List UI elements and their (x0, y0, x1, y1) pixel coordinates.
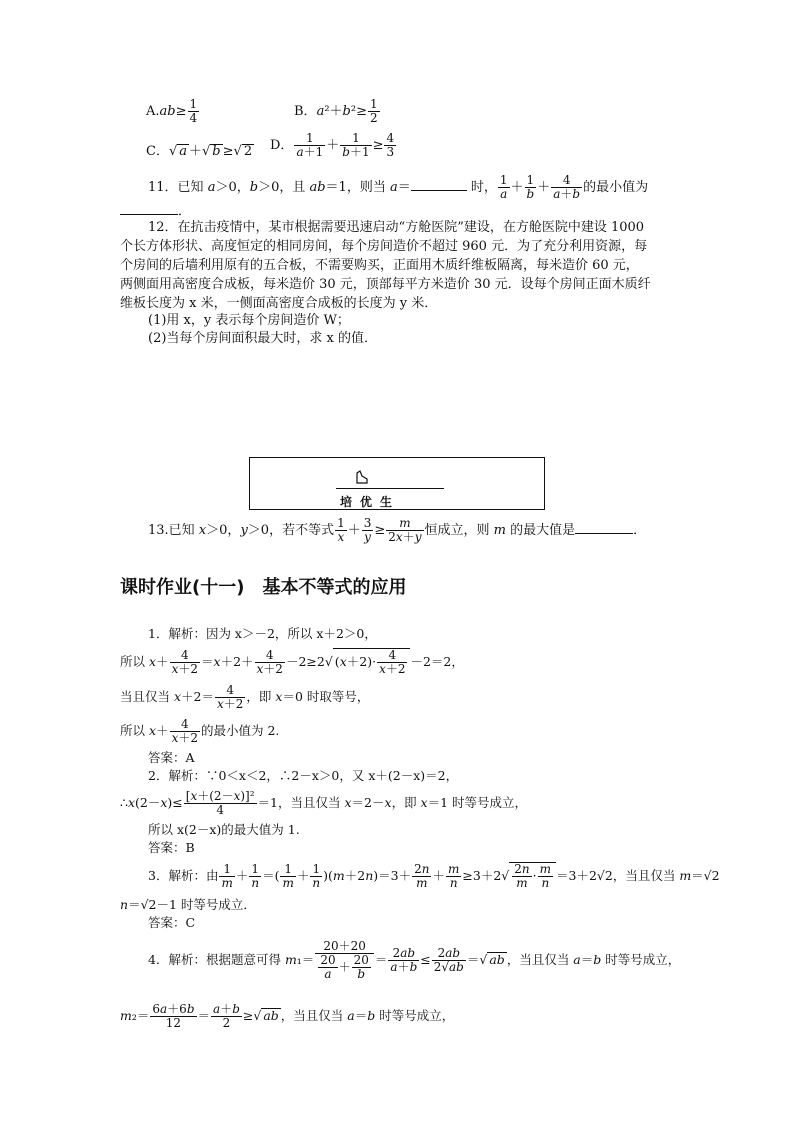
solution-3-line-2: n＝√2－1 时等号成立． (120, 897, 256, 912)
question-12-part-2: (2)当每个房间面积最大时，求 x 的值． (148, 331, 378, 346)
q10-option-b: B．a²＋b²≥ $\frac{1}{2}$ (294, 97, 378, 125)
q10-option-a: A.ab≥ $\frac{1}{4}$ (146, 97, 198, 125)
solution-2-line-3: 所以 x(2－x)的最大值为 1. (148, 822, 300, 837)
solution-4-line-1: 4．解析：根据题意可得 m₁＝ 20＋20 $\frac{20}{a}$ ＋ $\frac{20}{b}$ ＝ $\frac{2ab}{a+b}$ ≤ $\frac{2ab}{2√ab}$ ＝√ ab ，当且仅当 a＝b 时等号成立， (148, 939, 681, 981)
solution-1-line-3: 当且仅当 x＋2＝ $\frac{4}{x+2}$ ，即 x＝0 时取等号， (120, 683, 370, 711)
question-13: 13.已知 x＞0，y＞0，若不等式 $\frac{1}{x}$ ＋ $\frac{3}{y}$ ≥ $\frac{m}{2x+y}$ 恒成立，则 m 的最大值是 ． (148, 516, 647, 544)
solution-3-line-1: 3．解析：由 $\frac{1}{m}$ ＋ $\frac{1}{n}$ ＝( $\frac{1}{m}$ ＋ $\frac{1}{n}$ )(m＋2n)＝3＋ $\frac{2n}{m}$ ＋ $\frac{m}{n}$ ≥3＋2√ $\frac{2n}{m}$ · $\frac{m}{n}$ ＝3＋2√2，当且仅当 m＝√2 (148, 862, 720, 890)
solution-1-line-1: 1．解析：因为 x＞－2，所以 x＋2＞0， (148, 626, 377, 641)
question-12-line-4: 两侧面用高密度合成板，每米造价 30 元，顶部每平方米造价 30 元．设每个房间正面木质纤 (120, 277, 651, 292)
solution-2-answer: 答案：B (148, 840, 195, 855)
solution-3-answer: 答案：C (148, 915, 196, 930)
question-12-part-1: (1)用 x，y 表示每个房间造价 W； (148, 313, 350, 328)
section-title: 课时作业(十一) 基本不等式的应用 (120, 577, 407, 598)
hand-pointer-icon (355, 470, 369, 484)
solution-1-line-2: 所以 x＋ $\frac{4}{x+2}$ ＝x＋2＋ $\frac{4}{x+2}$ －2≥2√ (x＋2)· $\frac{4}{x+2}$ －2＝2， (120, 648, 464, 676)
question-12-line-1: 12．在抗击疫情中，某市根据需要迅速启动“方舱医院”建设，在方舱医院中建设 1000 (148, 220, 645, 235)
question-12-line-3: 个房间的后墙利用原有的五合板，不需要购买，正面用木质纤维板隔离，每米造价 60 元， (120, 258, 639, 273)
question-12-line-2: 个长方体形状、高度恒定的相同房间，每个房间造价不超过 960 元．为了充分利用资源，每 (120, 239, 648, 254)
solution-1-answer: 答案：A (148, 750, 195, 765)
banner-label: 培优生 (340, 495, 401, 509)
peiyousheng-banner (249, 457, 545, 510)
banner-divider (336, 488, 444, 489)
question-12-line-5: 维板长度为 x 米，一侧面高密度合成板的长度为 y 米． (120, 296, 438, 311)
solution-2-line-2: ∴x(2－x)≤ $\frac{\text{[x＋(2－x)]²}}{4}$ ＝1，当且仅当 x＝2－x，即 x＝1 时等号成立， (120, 789, 528, 817)
question-11-blank-2: ． (120, 200, 191, 219)
question-11: 11．已知 a＞0，b＞0，且 ab＝1，则当 a＝ 时， $\frac{1}{a}$ ＋ $\frac{1}{b}$ ＋ $\frac{4}{a+b}$ 的最小值为 (148, 173, 649, 201)
solution-2-line-1: 2．解析：∵0＜x＜2，∴2－x＞0，又 x＋(2－x)＝2， (148, 768, 459, 783)
solution-1-line-4: 所以 x＋ $\frac{4}{x+2}$ 的最小值为 2. (120, 717, 280, 745)
q10-option-d: D． $\frac{1}{a+1}$ ＋ $\frac{1}{b+1}$ ≥ $\frac{4}{3}$ (270, 131, 395, 159)
q10-option-c: C．√ a ＋√ b ≥√ 2 (146, 144, 253, 159)
solution-4-line-2: m₂＝ $\frac{6a+6b}{12}$ ＝ $\frac{a+b}{2}$ ≥√ ab ，当且仅当 a＝b 时等号成立， (120, 1002, 455, 1030)
